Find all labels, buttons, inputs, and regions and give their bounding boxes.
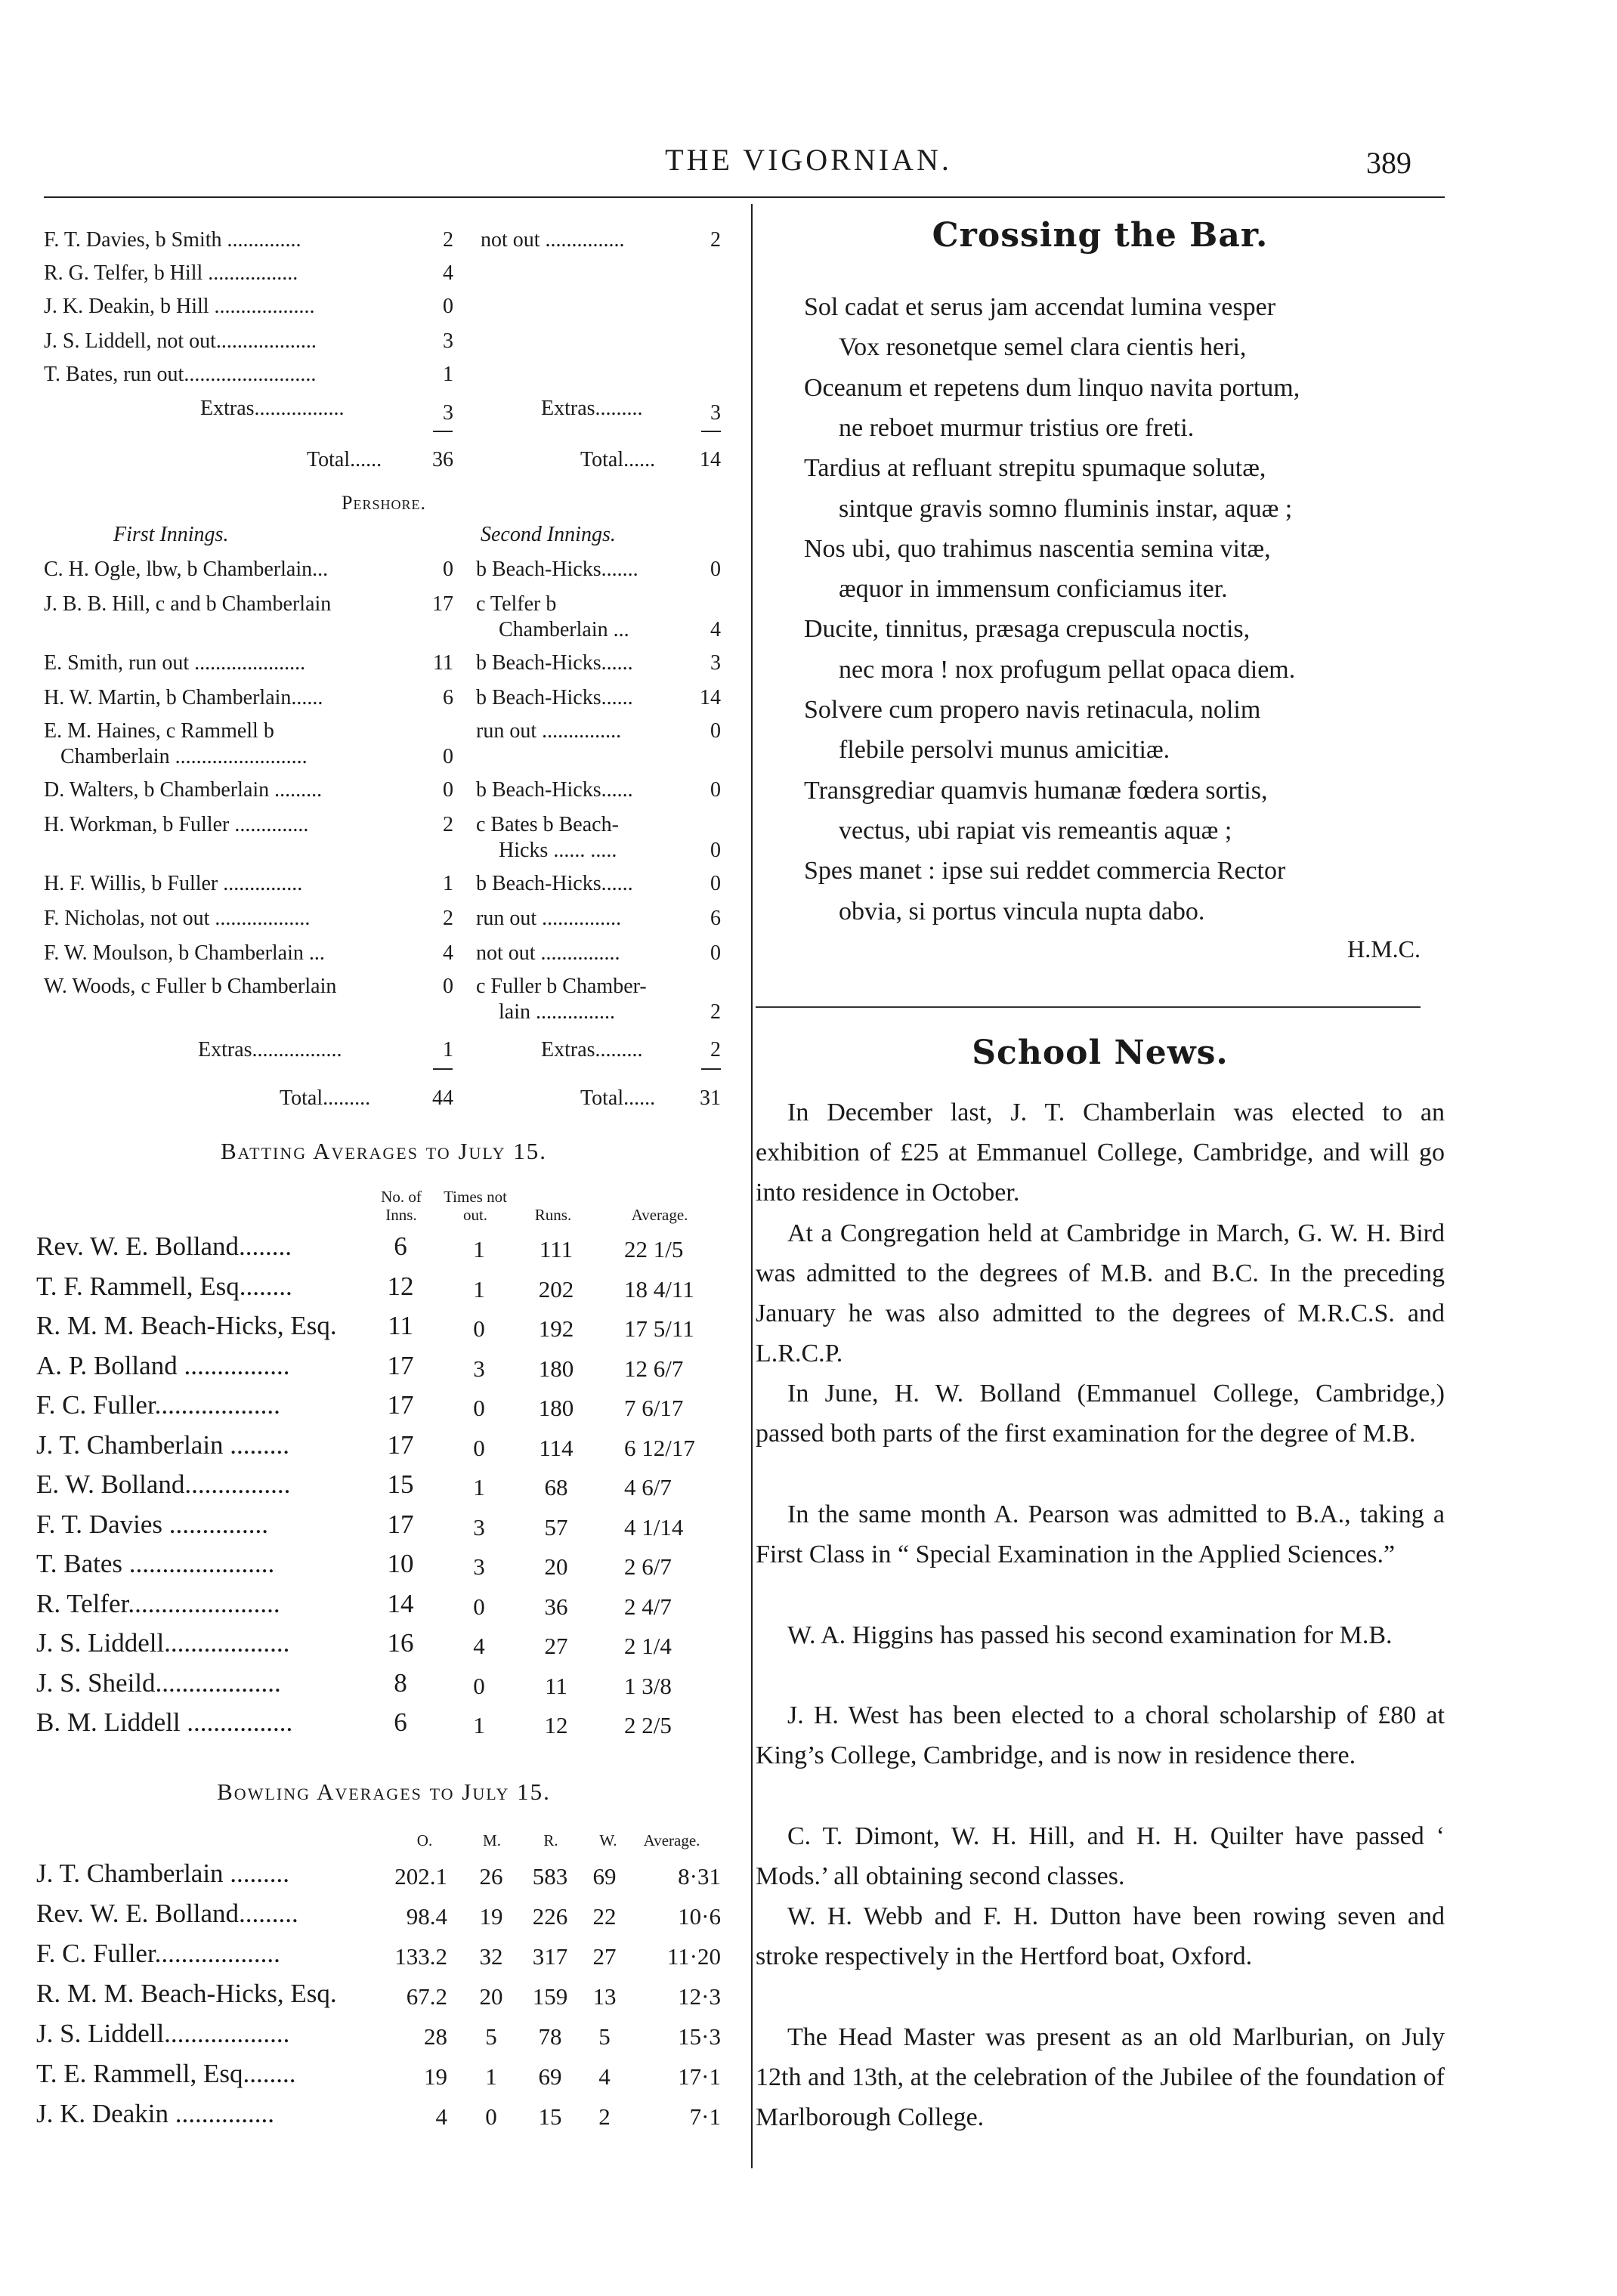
- second-entry: b Beach-Hicks......: [476, 872, 633, 895]
- sum-rule: [433, 1068, 453, 1070]
- average: 2 1/4: [624, 1633, 672, 1659]
- second-entry-cont: Hicks ...... .....: [499, 839, 617, 862]
- extras-value: 3: [443, 401, 453, 425]
- second-runs: 2: [710, 1000, 721, 1024]
- poem-line: Spes manet : ipse sui reddet commercia Rector: [804, 857, 1286, 885]
- runs: 192: [538, 1315, 574, 1342]
- poem-line: Vox resonetque semel clara cientis heri,: [839, 333, 1247, 362]
- col-inns: No. of Inns.: [381, 1188, 422, 1224]
- runs-conceded: 69: [538, 2063, 562, 2090]
- poem-line: nec mora ! nox profugum pellat opaca diem.: [839, 655, 1296, 684]
- bowler-name: T. E. Rammell, Esq........: [36, 2059, 296, 2088]
- batsman-entry: H. W. Martin, b Chamberlain......: [44, 686, 323, 709]
- maidens: 26: [479, 1863, 503, 1890]
- wickets: 27: [592, 1943, 617, 1970]
- bowling-average: 8·31: [678, 1863, 721, 1890]
- bowling-average: 17·1: [678, 2063, 721, 2090]
- innings: 17: [387, 1509, 414, 1539]
- average: 4 1/14: [624, 1513, 684, 1540]
- innings: 17: [387, 1390, 414, 1420]
- news-paragraph: In the same month A. Pearson was admitted to B.A., taking a First Class in “ Special Examination in the Applied Sciences.”: [756, 1500, 1445, 1568]
- not-out: 1: [473, 1236, 485, 1262]
- batsman-runs: 0: [443, 778, 453, 802]
- not-out: 1: [473, 1712, 485, 1738]
- second-entry: b Beach-Hicks.......: [476, 558, 638, 581]
- total-label: Total......: [307, 448, 382, 471]
- batsman-entry: E. M. Haines, c Rammell b: [44, 719, 274, 743]
- poem-signature: H.M.C.: [1347, 935, 1421, 963]
- not-out: 0: [473, 1315, 485, 1342]
- average: 6 12/17: [624, 1434, 695, 1461]
- col-runs: Runs.: [534, 1206, 572, 1224]
- runs-conceded: 78: [538, 2023, 562, 2050]
- news-paragraph: In December last, J. T. Chamberlain was elected to an exhibition of £25 at Emmanuel College, Cambridge, and will go into residence in October.: [756, 1099, 1445, 1207]
- runs: 57: [544, 1513, 568, 1540]
- poem-line: æquor in immensum conficiamus iter.: [839, 575, 1228, 604]
- not-out: 0: [473, 1395, 485, 1421]
- bowler-name: F. C. Fuller...................: [36, 1939, 280, 1968]
- player-name: Rev. W. E. Bolland........: [36, 1231, 292, 1261]
- poem-line: Sol cadat et serus jam accendat lumina vesper: [804, 293, 1276, 321]
- pershore-extras2-label: Extras.........: [541, 1038, 643, 1061]
- maidens: 0: [485, 2103, 497, 2130]
- poem-line: flebile persolvi munus amicitiæ.: [839, 736, 1170, 765]
- runs: 36: [544, 1593, 568, 1620]
- second-runs: 6: [710, 907, 721, 930]
- average: 2 2/5: [624, 1712, 672, 1738]
- batsman-entry: C. H. Ogle, lbw, b Chamberlain...: [44, 558, 329, 581]
- second-entry: b Beach-Hicks......: [476, 686, 633, 709]
- wickets: 13: [592, 1983, 617, 2010]
- runs: 114: [539, 1434, 574, 1461]
- batsman-entry: D. Walters, b Chamberlain .........: [44, 778, 323, 802]
- batsman-entry: H. F. Willis, b Fuller ...............: [44, 872, 303, 895]
- innings: 12: [387, 1271, 414, 1301]
- player-name: F. C. Fuller...................: [36, 1390, 280, 1420]
- second-innings-label: Second Innings.: [481, 523, 616, 546]
- poem-line: vectus, ubi rapiat vis remeantis aquæ ;: [839, 816, 1232, 845]
- runs: 111: [539, 1236, 574, 1262]
- sum-rule: [701, 1068, 721, 1070]
- not-out: 0: [473, 1672, 485, 1699]
- second-entry: c Bates b Beach-: [476, 813, 619, 836]
- runs: 202: [538, 1275, 574, 1303]
- pershore-title: Pershore.: [342, 492, 426, 514]
- innings: 6: [394, 1707, 407, 1737]
- batsman-entry: T. Bates, run out.........................: [44, 363, 317, 386]
- runs-conceded: 159: [532, 1983, 568, 2010]
- player-name: J. S. Liddell...................: [36, 1628, 290, 1658]
- column-divider: [751, 204, 753, 2168]
- pershore-extras-value: 1: [443, 1038, 453, 1061]
- total2-label: Total......: [580, 448, 656, 471]
- maidens: 20: [479, 1983, 503, 2010]
- poem-line: Transgrediar quamvis humanæ fœdera sortis,: [804, 776, 1268, 805]
- bowling-averages-title: Bowling Averages to July 15.: [217, 1778, 551, 1805]
- col-bowl-average: Average.: [643, 1831, 700, 1849]
- runs: 12: [544, 1712, 568, 1738]
- news-paragraph: C. T. Dimont, W. H. Hill, and H. H. Quilter have passed ‘ Mods.’ all obtaining second classes.: [756, 1822, 1445, 1890]
- runs: 11: [545, 1672, 567, 1699]
- not-out: 0: [473, 1434, 485, 1461]
- second-runs: 3: [710, 651, 721, 675]
- second-runs: 4: [710, 618, 721, 641]
- player-name: R. Telfer.......................: [36, 1588, 280, 1618]
- section-rule: [756, 1006, 1421, 1008]
- maidens: 5: [485, 2023, 497, 2050]
- col-runs-conceded: R.: [543, 1831, 558, 1849]
- batsman-entry: R. G. Telfer, b Hill .................: [44, 261, 298, 285]
- col-maidens: M.: [483, 1831, 501, 1849]
- player-name: F. T. Davies ...............: [36, 1509, 269, 1539]
- second-entry: c Fuller b Chamber-: [476, 975, 647, 998]
- extras2-label: Extras.........: [541, 397, 643, 420]
- innings: 16: [387, 1628, 414, 1658]
- runs-conceded: 583: [532, 1863, 568, 1890]
- second-entry: b Beach-Hicks......: [476, 651, 633, 675]
- batsman-runs: 0: [443, 295, 453, 318]
- batsman-runs: 1: [443, 872, 453, 895]
- batsman-runs: 2: [443, 228, 453, 252]
- pershore-extras2-value: 2: [710, 1038, 721, 1061]
- sum-rule: [701, 431, 721, 432]
- batsman-runs: 4: [443, 941, 453, 965]
- innings: 8: [394, 1667, 407, 1698]
- poem-line: Oceanum et repetens dum linquo navita portum,: [804, 373, 1300, 402]
- innings: 17: [387, 1350, 414, 1380]
- overs: 202.1: [394, 1863, 447, 1890]
- pershore-total-value: 44: [432, 1086, 453, 1110]
- second-runs: 14: [700, 686, 721, 709]
- batsman-runs: 0: [443, 975, 453, 998]
- bowling-average: 10·6: [678, 1903, 721, 1930]
- not-out: 1: [473, 1275, 485, 1303]
- second-entry: not out ...............: [481, 228, 625, 252]
- batsman-runs: 6: [443, 686, 453, 709]
- average: 4 6/7: [624, 1474, 672, 1500]
- news-paragraph: The Head Master was present as an old Marlburian, on July 12th and 13th, at the celebration of the Jubilee of the foundation of Marlborough College.: [756, 2023, 1445, 2131]
- second-runs: 0: [710, 719, 721, 743]
- bowler-name: J. K. Deakin ...............: [36, 2099, 274, 2128]
- runs-conceded: 226: [532, 1903, 568, 1930]
- average: 18 4/11: [624, 1275, 694, 1303]
- first-innings-label: First Innings.: [113, 523, 229, 546]
- player-name: T. Bates ......................: [36, 1549, 275, 1578]
- col-overs: O.: [416, 1831, 433, 1849]
- second-entry: run out ...............: [476, 719, 622, 743]
- bowling-average: 15·3: [678, 2023, 721, 2050]
- total-value: 36: [432, 448, 453, 471]
- average: 7 6/17: [624, 1395, 684, 1421]
- pershore-total-label: Total.........: [280, 1086, 371, 1110]
- bowling-average: 12·3: [678, 1983, 721, 2010]
- poem-title: Crossing the Bar.: [932, 216, 1269, 255]
- bowling-average: 7·1: [689, 2103, 721, 2130]
- bowling-average: 11·20: [666, 1943, 721, 1970]
- batsman-runs: 17: [432, 592, 453, 616]
- player-name: E. W. Bolland................: [36, 1469, 291, 1499]
- innings: 15: [387, 1469, 414, 1499]
- second-runs: 0: [710, 558, 721, 581]
- runs: 180: [538, 1395, 574, 1421]
- total2-value: 14: [700, 448, 721, 471]
- extras-label: Extras.................: [200, 397, 345, 420]
- overs: 67.2: [406, 1983, 447, 2010]
- batsman-entry: F. Nicholas, not out ..................: [44, 907, 311, 930]
- player-name: A. P. Bolland ................: [36, 1350, 290, 1380]
- batsman-entry: F. T. Davies, b Smith ..............: [44, 228, 301, 252]
- batsman-entry: J. B. B. Hill, c and b Chamberlain: [44, 592, 332, 616]
- player-name: B. M. Liddell ................: [36, 1707, 293, 1737]
- runs-conceded: 15: [538, 2103, 562, 2130]
- maidens: 32: [479, 1943, 503, 1970]
- bowler-name: J. S. Liddell...................: [36, 2019, 290, 2048]
- batsman-runs: 1: [443, 363, 453, 386]
- wickets: 69: [592, 1863, 617, 1890]
- maidens: 1: [485, 2063, 497, 2090]
- player-name: J. T. Chamberlain .........: [36, 1429, 290, 1460]
- batsman-entry: J. K. Deakin, b Hill ...................: [44, 295, 315, 318]
- news-paragraph: J. H. West has been elected to a choral scholarship of £80 at King’s College, Cambridge, and is now in residence there.: [756, 1701, 1445, 1769]
- batsman-runs: 0: [443, 745, 453, 768]
- overs: 19: [424, 2063, 447, 2090]
- innings: 14: [387, 1588, 414, 1618]
- player-name: T. F. Rammell, Esq........: [36, 1271, 292, 1301]
- second-entry: not out ...............: [476, 941, 620, 965]
- pershore-total2-value: 31: [700, 1086, 721, 1110]
- second-entry: b Beach-Hicks......: [476, 778, 633, 802]
- news-paragraph: W. H. Webb and F. H. Dutton have been rowing seven and stroke respectively in the Hertford boat, Oxford.: [756, 1902, 1445, 1970]
- second-runs: 0: [710, 872, 721, 895]
- player-name: R. M. M. Beach-Hicks, Esq.: [36, 1311, 337, 1340]
- second-runs: 2: [710, 228, 721, 252]
- innings: 10: [387, 1549, 414, 1578]
- poem-line: Ducite, tinnitus, præsaga crepuscula noctis,: [804, 615, 1251, 644]
- running-title: THE VIGORNIAN.: [665, 143, 952, 177]
- poem-line: sintque gravis somno fluminis instar, aquæ ;: [839, 494, 1293, 523]
- innings: 11: [388, 1311, 413, 1340]
- second-entry-cont: Chamberlain ...: [499, 618, 629, 641]
- pershore-total2-label: Total......: [580, 1086, 656, 1110]
- wickets: 5: [598, 2023, 611, 2050]
- batsman-runs: 2: [443, 907, 453, 930]
- batsman-entry: W. Woods, c Fuller b Chamberlain: [44, 975, 337, 998]
- average: 22 1/5: [624, 1236, 684, 1262]
- runs: 180: [538, 1355, 574, 1382]
- col-wickets: W.: [599, 1831, 617, 1849]
- innings: 6: [394, 1231, 407, 1261]
- col-not-out: Times not out.: [444, 1188, 507, 1224]
- second-entry-cont: lain ...............: [499, 1000, 615, 1024]
- batsman-runs: 11: [433, 651, 453, 675]
- second-entry: run out ...............: [476, 907, 622, 930]
- poem-line: Tardius at refluant strepitu spumaque solutæ,: [804, 454, 1266, 483]
- poem-line: Nos ubi, quo trahimus nascentia semina vitæ,: [804, 534, 1271, 563]
- not-out: 3: [473, 1553, 485, 1580]
- overs: 28: [424, 2023, 447, 2050]
- page-number: 389: [1366, 146, 1411, 180]
- batsman-entry: F. W. Moulson, b Chamberlain ...: [44, 941, 325, 965]
- news-paragraph: In June, H. W. Bolland (Emmanuel College, Cambridge,) passed both parts of the first examination for the degree of M.B.: [756, 1380, 1445, 1448]
- pershore-extras-label: Extras.................: [198, 1038, 342, 1061]
- bowler-name: R. M. M. Beach-Hicks, Esq.: [36, 1979, 337, 2008]
- average: 2 4/7: [624, 1593, 672, 1620]
- runs: 27: [544, 1633, 568, 1659]
- batsman-entry-cont: Chamberlain .........................: [60, 745, 308, 768]
- batting-averages-title: Batting Averages to July 15.: [221, 1138, 547, 1164]
- second-runs: 0: [710, 941, 721, 965]
- batsman-runs: 3: [443, 329, 453, 353]
- batsman-runs: 4: [443, 261, 453, 285]
- extras2-value: 3: [710, 401, 721, 425]
- second-entry: c Telfer b: [476, 592, 557, 616]
- runs-conceded: 317: [532, 1943, 568, 1970]
- not-out: 4: [473, 1633, 485, 1659]
- average: 12 6/7: [624, 1355, 684, 1382]
- runs: 68: [544, 1474, 568, 1500]
- batsman-runs: 0: [443, 558, 453, 581]
- wickets: 4: [598, 2063, 611, 2090]
- average: 1 3/8: [624, 1672, 672, 1699]
- innings: 17: [387, 1429, 414, 1460]
- wickets: 2: [598, 2103, 611, 2130]
- player-name: J. S. Sheild...................: [36, 1667, 281, 1698]
- col-average: Average.: [631, 1206, 688, 1224]
- news-paragraph: W. A. Higgins has passed his second examination for M.B.: [787, 1621, 1393, 1649]
- batsman-entry: J. S. Liddell, not out...................: [44, 329, 317, 353]
- news-title: School News.: [972, 1034, 1229, 1072]
- overs: 133.2: [394, 1943, 447, 1970]
- average: 2 6/7: [624, 1553, 672, 1580]
- bowler-name: Rev. W. E. Bolland.........: [36, 1899, 298, 1928]
- header-rule: [44, 196, 1445, 198]
- maidens: 19: [479, 1903, 503, 1930]
- second-runs: 0: [710, 839, 721, 862]
- runs: 20: [544, 1553, 568, 1580]
- batsman-entry: H. Workman, b Fuller ..............: [44, 813, 309, 836]
- overs: 98.4: [406, 1903, 447, 1930]
- not-out: 3: [473, 1355, 485, 1382]
- not-out: 3: [473, 1513, 485, 1540]
- not-out: 0: [473, 1593, 485, 1620]
- batsman-entry: E. Smith, run out .....................: [44, 651, 306, 675]
- not-out: 1: [473, 1474, 485, 1500]
- poem-line: Solvere cum propero navis retinacula, nolim: [804, 696, 1261, 724]
- overs: 4: [435, 2103, 447, 2130]
- wickets: 22: [592, 1903, 617, 1930]
- sum-rule: [433, 431, 453, 432]
- news-paragraph: At a Congregation held at Cambridge in March, G. W. H. Bird was admitted to the degrees of M.B. and B.C. In the preceding January he was also admitted to the degrees of M.R.C.S. and L.R.C.P.: [756, 1219, 1445, 1367]
- average: 17 5/11: [624, 1315, 694, 1342]
- poem-line: obvia, si portus vincula nupta dabo.: [839, 897, 1205, 926]
- batsman-runs: 2: [443, 813, 453, 836]
- second-runs: 0: [710, 778, 721, 802]
- bowler-name: J. T. Chamberlain .........: [36, 1859, 290, 1888]
- poem-line: ne reboet murmur tristius ore freti.: [839, 413, 1195, 442]
